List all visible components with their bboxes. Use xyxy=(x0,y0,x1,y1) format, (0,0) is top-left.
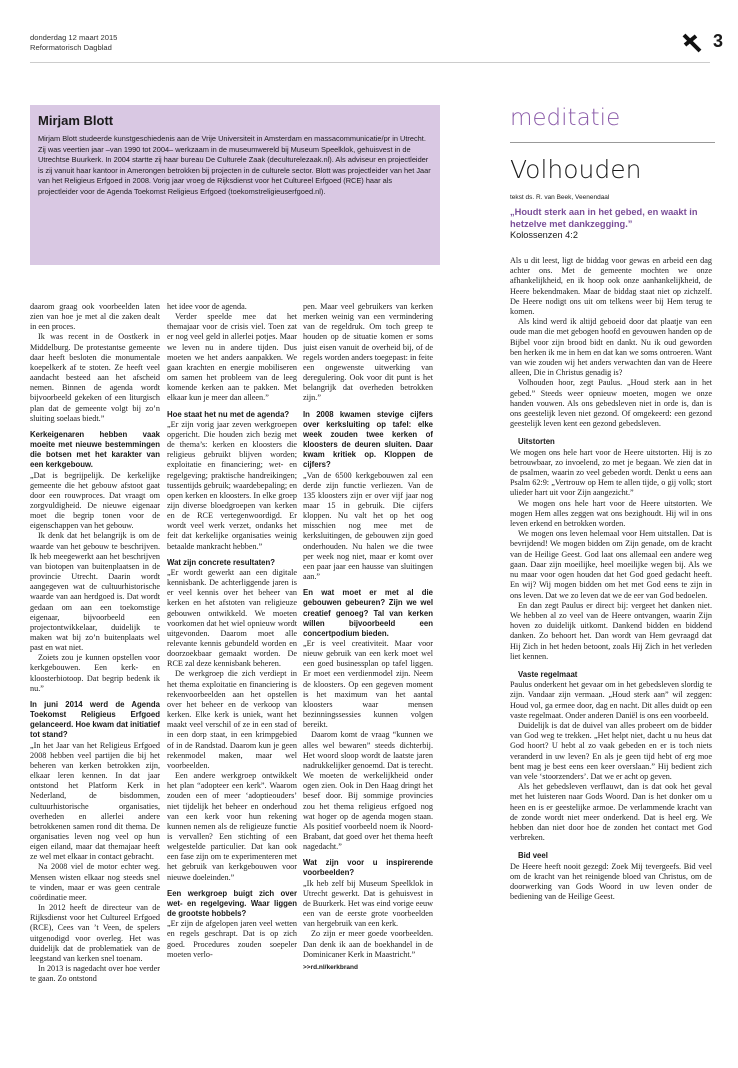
meditatie-byline: tekst ds. R. van Beek, Veenendaal xyxy=(510,194,610,201)
meditatie-header xyxy=(510,104,715,241)
paragraph: Zoiets zou je kunnen opstellen voor kerkgebouwen. Een kerk- en kloosterbiotoop. Dat begrip bedenk ik nu.” xyxy=(30,653,160,693)
paragraph: daarom graag ook voorbeelden laten zien van hoe je met al die zaken dealt in een proces. xyxy=(30,302,160,332)
bio-box xyxy=(30,105,440,265)
article-question: En wat moet er met al die gebouwen gebeuren? Zijn we wel creatief genoeg? Tal van kerken willen bijvoorbeeld een concertpodium bieden. xyxy=(303,588,433,638)
meditatie-body xyxy=(510,256,712,902)
article-column-1 xyxy=(30,302,160,984)
page-header xyxy=(30,31,724,55)
paragraph: We mogen ons hele hart voor de Heere uitstorten. We mogen Hem alles zeggen wat ons bezighoudt. Hij wil in ons leven erkend en betrokken worden. xyxy=(510,498,712,529)
paragraph: Verder speelde mee dat het themajaar voor de crisis viel. Toen zat er nog veel geld in allerlei potjes. Maar we leven nu in andere tijden. Dus moeten we het anders aanpakken. We gaan krachten en energie mobiliseren om samen het probleem van de leeg komende kerken aan te pakken. Met elkaar kun je meer dan alleen.” xyxy=(167,312,297,403)
paragraph: We mogen ons hele hart voor de Heere uitstorten. Hij is zo betrouwbaar, zo invoelend, zo met je begaan. We zien dat in de psalmen, waarin zo veel gebeden wordt. Denkt u eens aan Psalm 62:9: „Vertrouw op Hem te allen tijde, o gij volk; stort ulieder hart uit voor Zijn aangezicht.” xyxy=(510,447,712,498)
section-kicker: meditatie xyxy=(510,105,621,131)
paragraph: De Heere heeft nooit gezegd: Zoek Mij tevergeefs. Bid veel om de kracht van het reinigende bloed van Christus, om de doorwerking van Gods Woord in uw leven onder de bediening van de Heilige Geest. xyxy=(510,861,712,902)
article-question: In 2008 kwamen stevige cijfers over kerksluiting op tafel: elke week zouden twee kerken of kloosters de deuren sluiten. Daar kwam kritiek op. Kloppen de cijfers? xyxy=(303,409,433,470)
article-question: Een werkgroep buigt zich over wet- en regelgeving. Waar liggen de grootste hobbels? xyxy=(167,888,297,919)
paragraph: Als u dit leest, ligt de biddag voor gewas en arbeid een dag achter ons. Met de gemeente mochten we onze afhankelijkheid, en ik hoop ook onze aanhankelijkheid, de Heere bekendmaken. Maar de biddag staat niet op zichzelf. De Heere nodigt ons uit om telkens weer bij Hem terug te komen. xyxy=(510,256,712,317)
paragraph: Paulus onderkent het gevaar om in het gebedsleven slordig te zijn. Vandaar zijn vermaan. „Houd sterk aan” wil zeggen: Houd vol, ga ermee door, dag en nacht. Dit alles duidt op een vaste regelmaat. Onder anderen Daniël is ons een voorbeeld. xyxy=(510,680,712,720)
subheading: Uitstorten xyxy=(518,437,555,447)
paragraph: „Ik heb zelf bij Museum Speelklok in Utrecht gewerkt. Dat is gehuisvest in de Buurkerk. Het was eind vorige eeuw een van de eerste grote voorbeelden van hergebruik van een kerk. xyxy=(303,878,433,929)
source-link: >>rd.nl/kerkbrand xyxy=(303,963,358,971)
paragraph: „Er is veel creativiteit. Maar voor nieuw gebruik van een kerk moet wel een goed businessplan op tafel liggen. Er moet een verdienmodel zijn. Neem de kloosters. Op een gegeven moment is het maximum van het aantal kloosters waar mensen bezinningssessies kunnen volgen bereikt. xyxy=(303,639,433,730)
bible-verse: „Houdt sterk aan in het gebed, en waakt in hetzelve met dankzegging.” xyxy=(510,207,698,229)
article-question: Kerkeigenaren hebben vaak moeite met nieuwe bestemmingen die botsen met het karakter van een kerkgebouw. xyxy=(30,429,160,470)
paragraph: „Er zijn vorig jaar zeven werkgroepen opgericht. Die houden zich bezig met de thema’s: kerken en kloosters die religieus gebruikt blijven worden; exploitatie en financiering; wet- en regelgeving; praktische handreikingen; tussentijds gebruik; waardebepaling; en open kerken en kloosters. In elke groep zijn diverse bloedgroepen van kerken en de RCE vertegenwoordigd. Er wordt veel werk verzet, ondanks het feit dat kerkelijke organisaties weinig betaalde mankracht hebben.” xyxy=(167,419,297,551)
kicker-rule xyxy=(510,142,715,143)
paragraph: Daarom komt de vraag “kunnen we alles wel bewaren” steeds dichterbij. Het woord sloop wordt de laatste jaren nadrukkelijker genoemd. Dat is terecht. We moeten de werkelijkheid onder ogen zien. Ook in Den Haag dringt het besef door. Bij sommige provincies zou het thema religieus erfgoed nog wat hoger op de agenda mogen staan. Als positief voorbeeld noem ik Noord-Brabant, dat goed over het thema heeft nagedacht.” xyxy=(303,730,433,852)
paragraph: „Dat is begrijpelijk. De kerkelijke gemeente die het gebouw afstoot gaat door een rouwproces. Dat vraagt om zorgvuldigheid. De nieuwe eigenaar moet die begrip tonen voor de eigenschappen van het gebouw. xyxy=(30,470,160,531)
paragraph: Na 2008 viel de motor echter weg. Mensen wisten elkaar nog steeds snel te vinden, maar er was geen centrale coördinatie meer. xyxy=(30,862,160,902)
paragraph: Een andere werkgroep ontwikkelt het plan “adopteer een kerk”. Waarom zouden een of meer ‘adoptieouders’ niet tijdelijk het beheer en onderhoud van een kerk voor hun rekening kunnen nemen als de religieuze functie is vervallen? Een stichting of een welgestelde particulier. Dat kan ook een fase zijn om te experimenteren met het gebruik van kerkgebouwen voor nieuwe doeleinden.” xyxy=(167,771,297,882)
paragraph: „Er zijn de afgelopen jaren veel wetten en regels geschrapt. Dat is op zich goed. Procedures zouden soepeler moeten verlo- xyxy=(167,919,297,959)
subheading: Vaste regelmaat xyxy=(518,669,578,679)
page-number: 3 xyxy=(713,31,724,51)
paragraph: „Van de 6500 kerkgebouwen zal een derde zijn functie verliezen. Van de 135 kloosters zijn er over vijf jaar nog maar 15 in gebruik. Die cijfers kloppen. Nu valt het op het oog misschien nog mee met de kerksluitingen, de gebouwen zijn goed onderhouden. Nu halen we die twee per week nog niet, maar er komt over een paar jaar een hausse van sluitingen aan.” xyxy=(303,470,433,582)
header-rule xyxy=(30,62,710,63)
bio-name: Mirjam Blott xyxy=(38,113,114,128)
verse-reference: Kolossenzen 4:2 xyxy=(510,230,578,240)
paragraph: Als het gebedsleven verflauwt, dan is dat ook het geval met het luisteren naar Gods Woord. Dan is het donker om u heen en is er geestelijke armoe. De verlammende kracht van de zonde wordt niet meer onderkend. Dat is heel erg. We hebben dan niet door hoe de zonden het contact met God verbreken. xyxy=(510,782,712,843)
paragraph: het idee voor de agenda. xyxy=(167,302,247,311)
meditatie-title: Volhouden xyxy=(510,155,642,184)
paragraph: Duidelijk is dat de duivel van alles probeert om de bidder van God weg te trekken. „Het helpt niet, dacht u nu heus dat God hoort? U hebt al zo vaak gebeden en er is toch niets veranderd in uw leven? En als je geen tijd hebt of erg moe bent mag je best eens een keer overslaan.” Hij bedient zich van vele ‘stoorzenders’. Dat we er acht op geven. xyxy=(510,720,712,781)
subheading: Bid veel xyxy=(518,851,548,861)
article-question: Hoe staat het nu met de agenda? xyxy=(167,409,290,419)
article-question: Wat zijn voor u inspirerende voorbeelden? xyxy=(303,858,433,878)
paragraph: pen. Maar veel gebruikers van kerken merken weinig van een vermindering van de regeldruk. Om toch greep te houden op de situatie komen er soms juist eisen vanuit de overheid bij, of de regels worden anders toegepast: in feite een ongewenste uitwerking van deregulering. Ook voor dit punt is het belangrijk dat overheden betrokken zijn.” xyxy=(303,302,433,403)
paragraph: Ik was recent in de Oostkerk in Middelburg. De protestantse gemeente daar heeft besloten die monumentale koepelkerk af te stoten. Ze heeft veel aandacht besteed aan het afscheid nemen. Binnen de agenda wordt bijvoorbeeld gekeken of een liturgisch plan dat de gemeente volgt bij zo’n sluiting soelaas biedt.” xyxy=(30,332,160,423)
article-column-3 xyxy=(303,302,433,973)
paragraph: In 2013 is nagedacht over hoe verder te gaan. Zo ontstond xyxy=(30,964,160,984)
issue-date: donderdag 12 maart 2015 xyxy=(30,33,118,42)
article-column-2 xyxy=(167,302,297,960)
paragraph: In 2012 heeft de directeur van de Rijksdienst voor het Cultureel Erfgoed (RCE), Cees van ’t Veen, de spelers uitgenodigd voor overleg. Het was duidelijk dat de problematiek van de leegstand van kerken snel toenam. xyxy=(30,903,160,963)
paragraph: De werkgroep die zich verdiept in het thema exploitatie en financiering is rekenvoorbeelden aan het opstellen over het beheer en de verkoop van kerken. Elke kerk is uniek, want het maakt veel verschil of ze in een stad of in een dorp staat, in een krimpgebied of in de Randstad. Daarom kun je geen rekenmodel maken, maar wel voorbeelden. xyxy=(167,669,297,770)
paragraph: We mogen ons leven helemaal voor Hem uitstallen. Dat is bevrijdend! We mogen bidden om Zijn genade, om de kracht van de Heilige Geest. God laat ons allemaal een andere weg gaan. Daar zijn moeilijke, heel moeilijke wegen bij. Als we nu maar voor ogen houden dat het God goed gedacht heeft. En wij? Wij mogen bidden om het met God eens te zijn in ons leven. Dat we zo leven dat we de eer van God bedoelen. xyxy=(510,529,712,600)
paragraph: „In het Jaar van het Religieus Erfgoed 2008 hebben veel partijen die bij het beheren van kerken betrokken zijn, elkaar leren kennen. In dat jaar ontstond het Platform Kerk in Nederland, de bisdommen, cultuurhistorische organisaties, overheden en allerlei andere betrokkenen samen rond dit thema. De organisaties leven nog veel op hun eigen eiland, maar dat themajaar heeft ze wel met elkaar in contact gebracht. xyxy=(30,740,160,862)
paragraph: „Er wordt gewerkt aan een digitale kennisbank. De achterliggende jaren is er veel kennis over het beheer van kerken en het afstoten van religieuze gebouwen ontwikkeld. We moeten voorkomen dat het wiel opnieuw wordt uitgevonden. Daarom moet alle relevante kennis gebundeld worden en doorzoekbaar gemaakt worden. De RCE zal deze kennisbank beheren. xyxy=(167,567,297,669)
article-question: In juni 2014 werd de Agenda Toekomst Religieus Erfgoed gelanceerd. Hoe kwam dat initiatief tot stand? xyxy=(30,699,160,740)
newspaper-name: Reformatorisch Dagblad xyxy=(30,43,112,52)
article-question: Wat zijn concrete resultaten? xyxy=(167,557,276,567)
paragraph: Volhouden hoor, zegt Paulus. „Houd sterk aan in het gebed.” Steeds weer opnieuw moeten, mogen we onze handen vouwen. Als ons gebedsleven niet in orde is, dan is ons geestelijk leven niet gezond. Of omgekeerd: een gezond geestelijk leven kent een gezond gebedsleven. xyxy=(510,378,712,429)
newspaper-logo-icon xyxy=(682,33,702,53)
paragraph: Als kind werd ik altijd geboeid door dat plaatje van een oude man die met gebogen hoofd en gevouwen handen op de Bijbel voor zijn brood bidt en dankt. Nu ik oud geworden ben herken ik me in hem en dat kan we soms ontroeren. Want van wie zouden wij het anders verwachten dan van de Heere alleen, Die in Christus genadig is? xyxy=(510,317,712,378)
paragraph: Zo zijn er meer goede voorbeelden. Dan denk ik aan de boekhandel in de Dominicaner Kerk in Maastricht.” xyxy=(303,929,433,959)
paragraph: Ik denk dat het belangrijk is om de waarde van het gebouw te beschrijven. Ik heb meegewerkt aan het beschrijven van biotopen van buitenplaatsen in de provincie Utrecht. Daarin wordt aangegeven wat de cultuurhistorische waarde van aan herdgoed is. Dat wordt gedaan om aan een toekomstige eigenaar, bijvoorbeeld een projectontwikkelaar, duidelijk te maken wat bij zo’n buitenplaats wel past en wat niet. xyxy=(30,531,160,653)
paragraph: En dan zegt Paulus er direct bij: vergeet het danken niet. We hebben al zo veel van de Heere ontvangen, waarin Zijn hoven zo duidelijk uitkomt. Dankend bidden en biddend danken. Zo behoort het. Dan wordt van Hem gevraagd dat Hij Zich in het heden betoont, zoals Hij Zich in het verleden liet kennen. xyxy=(510,600,712,661)
bio-text: Mirjam Blott studeerde kunstgeschiedenis aan de Vrije Universiteit in Amsterdam en massacommunicatie/pr in Utrecht. Zij was veertien jaar –van 1990 tot 2004– werkzaam in de museumwereld bij Museum Speelklok, gehuisvest in de Utrechtse Buurkerk. In 2004 startte zij haar bureau De Culturele Zaak (deculturelezaak.nl). Als adviseur en projectleider is zij vanuit haar kantoor in Amerongen betrokken bij projecten in de culturele sector. Blott was projectleider van het Jaar van het Religieus Erfgoed in 2008. Vorig jaar vroeg de Rijksdienst voor het Cultureel Erfgoed (RCE) haar als projectleider voor de Agenda Toekomst Religieus Erfgoed (toekomstreligieuserfgoed.nl). xyxy=(38,134,431,196)
